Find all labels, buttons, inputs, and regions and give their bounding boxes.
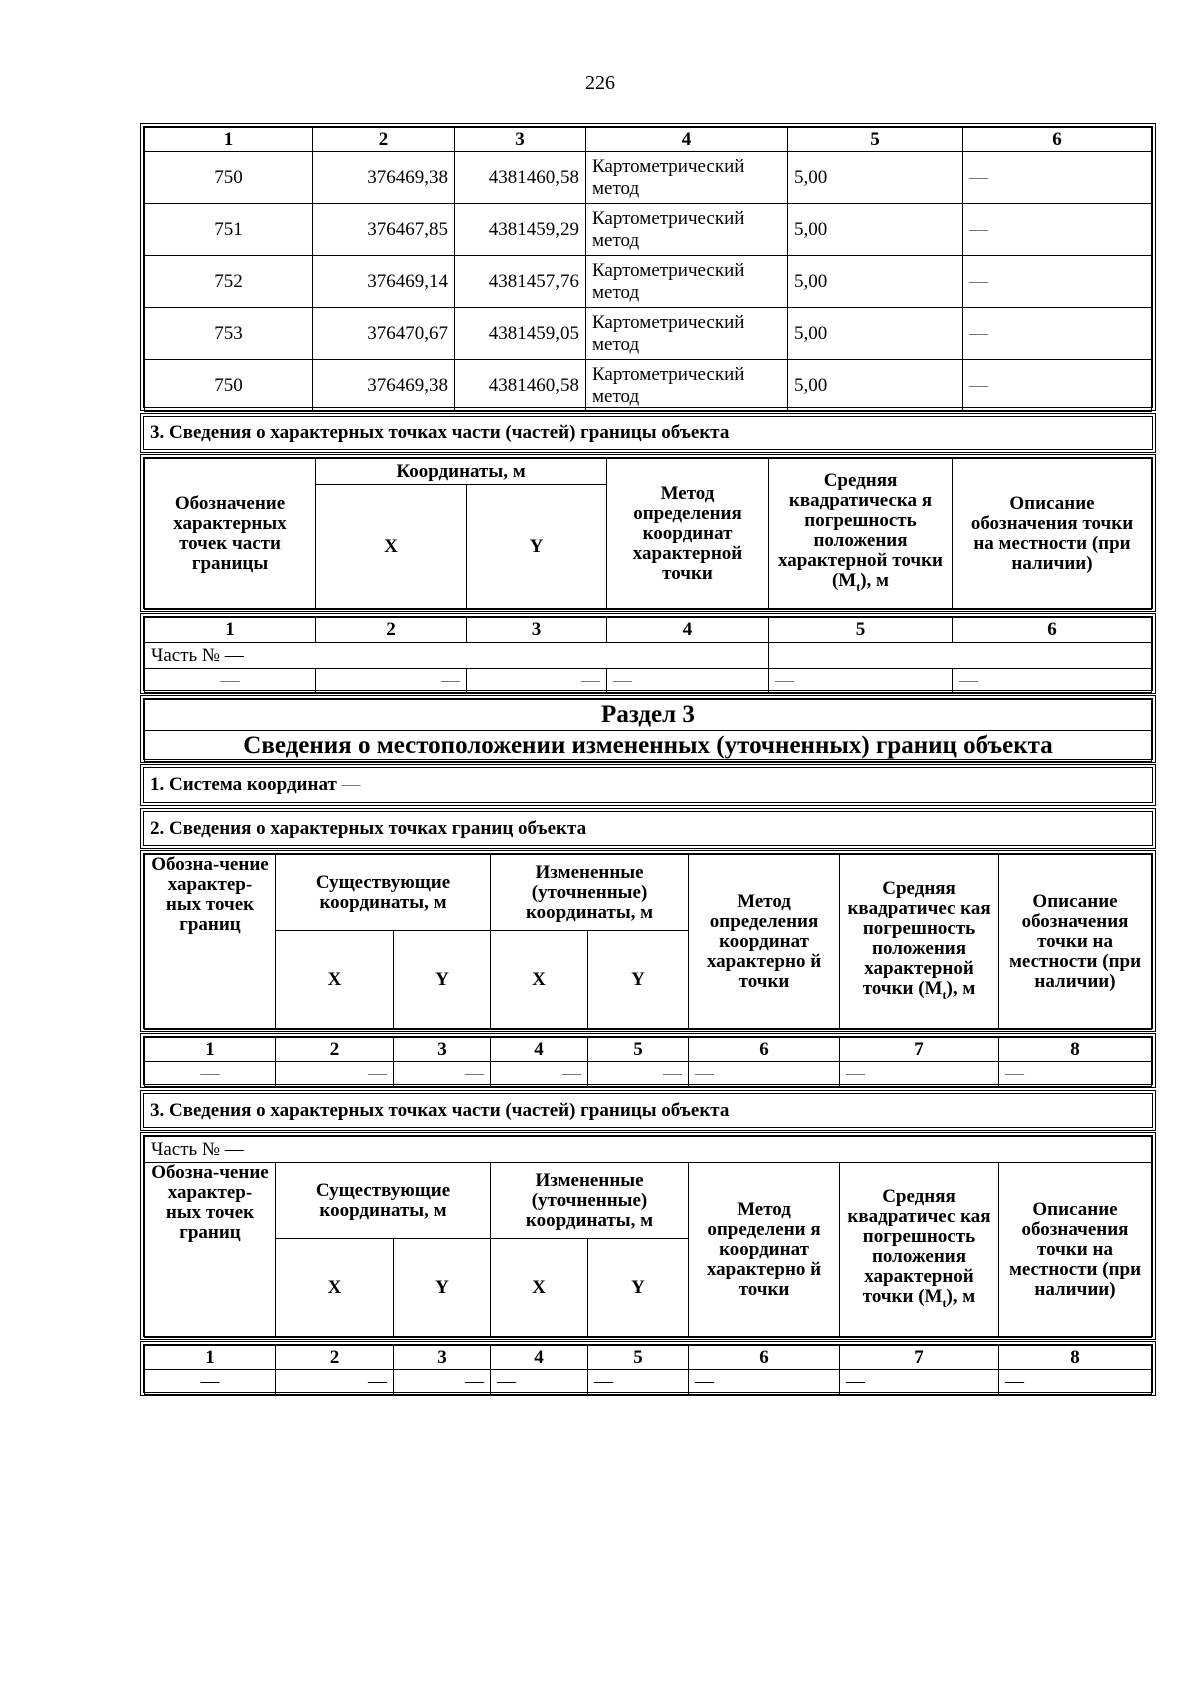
accuracy-cell: 5,00: [788, 360, 963, 412]
column-number-row: [145, 128, 1152, 152]
points-header-table: [140, 850, 1156, 1032]
empty-cell: —: [953, 669, 1152, 693]
empty-cell: —: [840, 1370, 999, 1395]
col-number: 8: [999, 1038, 1152, 1062]
part-label: Часть № —: [145, 643, 769, 669]
parts2-table: [140, 1132, 1156, 1340]
header-y: Y: [394, 931, 491, 1030]
col-number: 4: [491, 1038, 588, 1062]
header-point: Обозначение характерных точек части границы: [145, 459, 316, 610]
col-number: 2: [313, 128, 455, 152]
x-coordinate-cell: 376469,38: [313, 152, 455, 204]
x-coordinate-cell: 376469,14: [313, 256, 455, 308]
header-accuracy: Средняя квадратичес кая погрешность положения характерной точки $(M_t)$, м: [840, 855, 999, 1030]
col-number: 2: [276, 1038, 394, 1062]
col-number: 4: [491, 1346, 588, 1370]
header-coordinates: Координаты, м: [316, 459, 607, 485]
col-number: 4: [586, 128, 788, 152]
header-changed: Измененные (уточненные) координаты, м: [491, 1163, 689, 1239]
empty-cell: —: [276, 1062, 394, 1087]
accuracy-cell: 5,00: [788, 308, 963, 360]
point-cell: 751: [145, 204, 313, 256]
points-body-table: [140, 1033, 1156, 1088]
header-method: Метод определени я координат характерно й точки: [689, 1163, 840, 1338]
col-number: 1: [145, 1038, 276, 1062]
description-cell: —: [963, 152, 1152, 204]
x-coordinate-cell: 376467,85: [313, 204, 455, 256]
header-existing: Существующие координаты, м: [276, 855, 491, 931]
point-cell: 753: [145, 308, 313, 360]
header-point: Обозна-чение характер-ных точек границ: [145, 855, 276, 1030]
method-cell: Картометрический метод: [586, 204, 788, 256]
header-existing: Существующие координаты, м: [276, 1163, 491, 1239]
method-cell: Картометрический метод: [586, 152, 788, 204]
empty-cell: —: [276, 1370, 394, 1395]
col-number: 6: [953, 618, 1152, 643]
coord-system-box: [140, 764, 1156, 806]
section-title: 3. Сведения о характерных точках части (частей) границы объекта: [150, 422, 730, 443]
header-x: X: [491, 931, 588, 1030]
header-method: Метод определения координат характерной точки: [607, 459, 769, 610]
col-number: 3: [394, 1346, 491, 1370]
col-number: 2: [276, 1346, 394, 1370]
header-description: Описание обозначения точки на местности (при наличии): [953, 459, 1152, 610]
empty-cell: —: [840, 1062, 999, 1087]
y-coordinate-cell: 4381459,05: [455, 308, 586, 360]
point-cell: 750: [145, 360, 313, 412]
x-coordinate-cell: 376469,38: [313, 360, 455, 412]
empty-cell: —: [394, 1370, 491, 1395]
col-number: 1: [145, 618, 316, 643]
header-y: Y: [394, 1239, 491, 1338]
x-coordinate-cell: 376470,67: [313, 308, 455, 360]
accuracy-cell: 5,00: [788, 204, 963, 256]
table-row: [145, 256, 1152, 308]
section-title: 2. Сведения о характерных точках границ объекта: [150, 817, 587, 839]
point-cell: 750: [145, 152, 313, 204]
description-cell: —: [963, 256, 1152, 308]
parts2-title-box: [140, 1090, 1156, 1131]
header-accuracy: Средняя квадратичес кая погрешность положения характерной точки $(M_t)$, м: [840, 1163, 999, 1338]
empty-cell: —: [769, 669, 953, 693]
points-title-box: [140, 808, 1156, 849]
col-number: 6: [689, 1346, 840, 1370]
empty-cell: —: [491, 1370, 588, 1395]
empty-cell: —: [394, 1062, 491, 1087]
part-label: Часть № —: [145, 1137, 1152, 1163]
parts-body-table: [140, 613, 1156, 694]
method-cell: Картометрический метод: [586, 360, 788, 412]
col-number: 5: [788, 128, 963, 152]
col-number: 5: [769, 618, 953, 643]
empty-cell: —: [999, 1062, 1152, 1087]
accuracy-cell: 5,00: [788, 256, 963, 308]
col-number: 5: [588, 1038, 689, 1062]
header-description: Описание обозначения точки на местности (при наличии): [999, 855, 1152, 1030]
header-x: X: [316, 485, 467, 610]
empty-cell: —: [467, 669, 607, 693]
coord-system-value: —: [341, 774, 361, 795]
table-row: [145, 204, 1152, 256]
header-point: Обозна-чение характер-ных точек границ: [145, 1163, 276, 1338]
empty-cell: —: [588, 1370, 689, 1395]
header-changed: Измененные (уточненные) координаты, м: [491, 855, 689, 931]
top-coordinates-table: [140, 123, 1156, 411]
page-number: 226: [585, 72, 615, 94]
col-number: 7: [840, 1346, 999, 1370]
table-row: [145, 308, 1152, 360]
method-cell: Картометрический метод: [586, 256, 788, 308]
method-cell: Картометрический метод: [586, 308, 788, 360]
header-description: Описание обозначения точки на местности (при наличии): [999, 1163, 1152, 1338]
parts-title-box: [140, 413, 1156, 453]
description-cell: —: [963, 204, 1152, 256]
col-number: 4: [607, 618, 769, 643]
header-x: X: [276, 931, 394, 1030]
header-y: Y: [588, 1239, 689, 1338]
empty-cell: —: [999, 1370, 1152, 1395]
header-accuracy: Средняя квадратическа я погрешность положения характерной точки $(M_t)$, м: [769, 459, 953, 610]
table-row: [145, 152, 1152, 204]
y-coordinate-cell: 4381460,58: [455, 360, 586, 412]
col-number: 8: [999, 1346, 1152, 1370]
empty-cell: —: [491, 1062, 588, 1087]
col-number: 1: [145, 1346, 276, 1370]
col-number: 5: [588, 1346, 689, 1370]
header-method: Метод определения координат характерно й точки: [689, 855, 840, 1030]
col-number: 3: [467, 618, 607, 643]
empty-cell: —: [588, 1062, 689, 1087]
empty-cell: —: [607, 669, 769, 693]
description-cell: —: [963, 360, 1152, 412]
col-number: 3: [394, 1038, 491, 1062]
empty-cell: —: [145, 669, 316, 693]
header-y: Y: [588, 931, 689, 1030]
header-x: X: [276, 1239, 394, 1338]
col-number: 2: [316, 618, 467, 643]
col-number: 6: [689, 1038, 840, 1062]
col-number: 6: [963, 128, 1152, 152]
coord-system-label: 1. Система координат —: [150, 774, 361, 795]
section-subheading: Сведения о местоположении измененных (уточненных) границ объекта: [145, 731, 1152, 762]
empty-cell: —: [145, 1062, 276, 1087]
empty-cell: —: [689, 1062, 840, 1087]
point-cell: 752: [145, 256, 313, 308]
accuracy-cell: 5,00: [788, 152, 963, 204]
y-coordinate-cell: 4381459,29: [455, 204, 586, 256]
col-number: 3: [455, 128, 586, 152]
header-x: X: [491, 1239, 588, 1338]
parts-header-table: [140, 454, 1156, 612]
section3-heading-box: [140, 695, 1156, 763]
description-cell: —: [963, 308, 1152, 360]
header-y: Y: [467, 485, 607, 610]
parts2-body-table: [140, 1341, 1156, 1396]
y-coordinate-cell: 4381460,58: [455, 152, 586, 204]
empty-cell: —: [689, 1370, 840, 1395]
empty-cell: —: [316, 669, 467, 693]
table-row: [145, 360, 1152, 412]
y-coordinate-cell: 4381457,76: [455, 256, 586, 308]
section-title: 3. Сведения о характерных точках части (частей) границы объекта: [150, 1099, 730, 1121]
col-number: 1: [145, 128, 313, 152]
empty-cell: —: [145, 1370, 276, 1395]
col-number: 7: [840, 1038, 999, 1062]
section-heading: Раздел 3: [145, 700, 1152, 731]
